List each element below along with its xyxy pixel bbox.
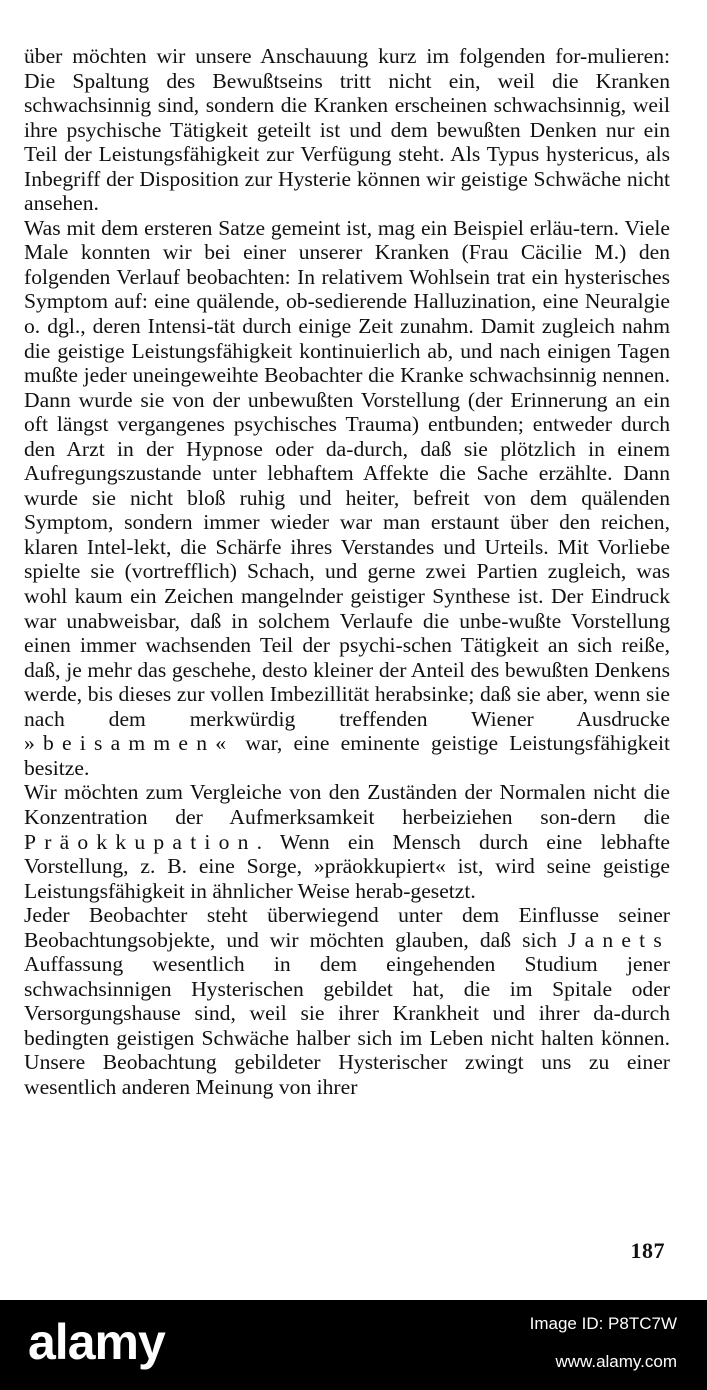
paragraph	[24, 216, 670, 781]
paragraph	[24, 44, 670, 216]
watermark-url[interactable]: www.alamy.com	[555, 1352, 677, 1371]
text-run: Wir möchten zum Vergleiche von den Zuständen der Normalen nicht die Konzentration der Aufmerksamkeit herbeiziehen son-dern die	[24, 780, 670, 829]
text-run: Was mit dem ersteren Satze gemeint ist, mag ein Beispiel erläu-tern. Viele Male konnten wir bei einer unserer Kranken (Frau Cäcilie M.) den folgenden Verlauf beobachten: In relativem Wohlsein trat ein hysterisches Symptom auf: eine quälende, ob-sedierende Halluzination, eine Neuralgie o. dgl., deren Intensi-tät durch einige Zeit zunahm. Damit zugleich nahm die geistige Leistungsfähigkeit kontinuierlich ab, und nach einigen Tagen mußte jeder uneingeweihte Beobachter die Kranke schwachsinnig nennen. Dann wurde sie von der unbewußten Vorstellung (der Erinnerung an ein oft längst vergangenes psychisches Trauma) entbunden; entweder durch den Arzt in der Hypnose oder da-durch, daß sie plötzlich in einem Aufregungszustande unter lebhaftem Affekte die Sache erzählte. Dann wurde sie nicht bloß ruhig und heiter, befreit von dem quälenden Symptom, sondern immer wieder war man erstaunt über den reichen, klaren Intel-lekt, die Schärfe ihres Verstandes und Urteils. Mit Vorliebe spielte sie (vortrefflich) Schach, und gerne zwei Partien zugleich, was wohl kaum ein Zeichen mangelnder geistiger Synthese ist. Der Eindruck war unabweisbar, daß in solchem Verlaufe die unbe-wußte Vorstellung einen immer wachsenden Teil der psychi-schen Tätigkeit an sich reiße, daß, je mehr das geschehe, desto kleiner der Anteil des bewußten Denkens werde, bis dieses zur vollen Imbezillität herabsinke; daß sie aber, wenn sie nach dem merkwürdig treffenden Wiener Ausdrucke	[24, 215, 670, 731]
emphasized-term: »beisammen«	[24, 731, 235, 756]
page-number: 187	[630, 1238, 665, 1263]
text-run: Auffassung wesentlich in dem eingehenden Studium jener schwachsinnigen Hysterischen gebildet hat, die im Spitale oder Versorgungshause sind, weil sie ihrer Krankheit und ihrer da-durch bedingten geistigen Schwäche halber sich im Leben nicht halten können. Unsere Beobachtung gebildeter Hysterischer zwingt uns zu einer wesentlich anderen Meinung von ihrer	[24, 952, 670, 1099]
watermark-banner	[0, 1300, 707, 1390]
body-text	[24, 44, 670, 1100]
paragraph	[24, 780, 670, 903]
text-run: . Wenn ein Mensch durch eine lebhafte Vorstellung, z. B. eine Sorge, »präokkupiert« ist, wird seine geistige Leistungsfähigkeit in ähnlicher Weise herab-gesetzt.	[24, 829, 670, 903]
text-run: über möchten wir unsere Anschauung kurz im folgenden for-mulieren: Die Spaltung des Bewußtseins tritt nicht ein, weil die Kranken schwachsinnig sind, sondern die Kranken erscheinen schwachsinnig, weil ihre psychische Tätigkeit geteilt ist und dem bewußten Denken nur ein Teil der Leistungsfähigkeit zur Verfügung steht. Als Typus hystericus, als Inbegriff der Disposition zur Hysterie können wir geistige Schwäche nicht ansehen.	[24, 44, 670, 216]
alamy-logo[interactable]: alamy	[28, 1314, 165, 1370]
emphasized-term: Präokkupation	[24, 829, 257, 854]
text-run: war, eine eminente geistige Leistungsfähigkeit besitze.	[24, 731, 670, 780]
emphasized-term: Janets	[567, 927, 670, 952]
paragraph	[24, 903, 670, 1099]
text-run: Jeder Beobachter steht überwiegend unter dem Einflusse seiner Beobachtungsobjekte, und wir möchten glauben, daß sich	[24, 903, 670, 952]
image-id-label: Image ID: P8TC7W	[529, 1314, 677, 1333]
